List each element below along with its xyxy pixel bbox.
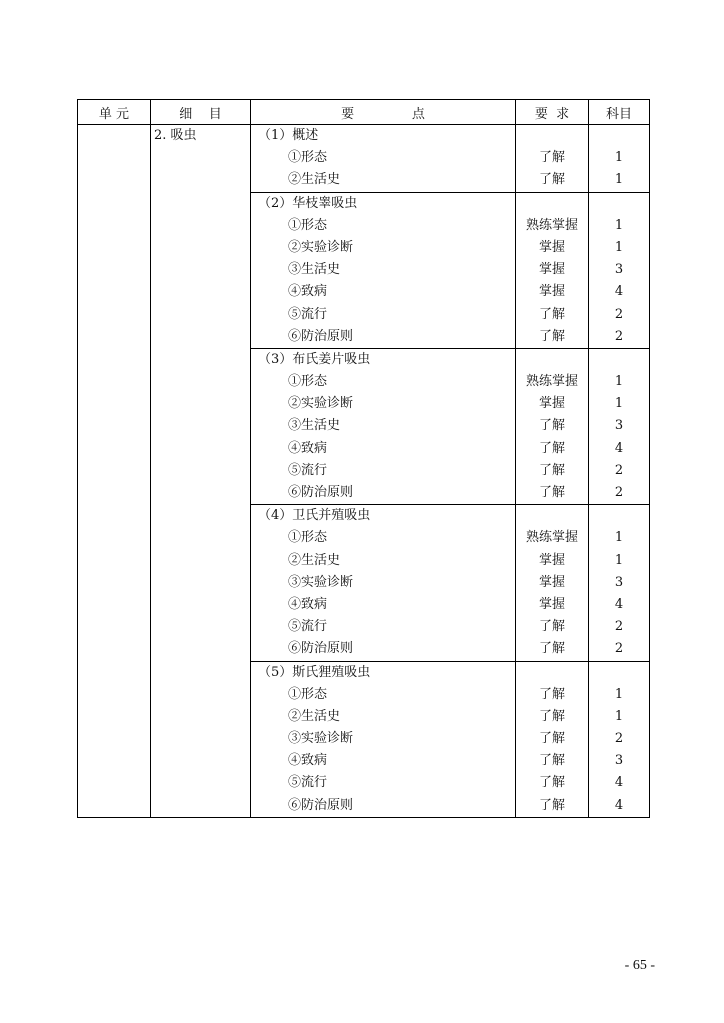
requirement-value: 熟练掌握 (525, 217, 578, 233)
subject-value: 1 (614, 239, 624, 255)
subject-spacer (589, 349, 649, 371)
point-item: ③生活史 (288, 262, 341, 278)
point-item: ③实验诊断 (288, 731, 354, 747)
subject-value: 2 (614, 306, 624, 322)
detail-label: 2. 吸虫 (154, 128, 197, 143)
requirement-value: 熟练掌握 (525, 530, 578, 546)
requirement-value: 了解 (538, 462, 565, 478)
points-cell (251, 661, 516, 817)
requirement-spacer (516, 349, 588, 371)
requirement-value: 了解 (538, 731, 565, 747)
requirement-value: 了解 (538, 172, 565, 188)
point-item: ④致病 (288, 440, 328, 456)
point-item: ⑤流行 (288, 306, 328, 322)
page-number: - 65 - (624, 958, 655, 973)
header-subject: 科目 (589, 100, 650, 125)
requirement-value: 了解 (538, 797, 565, 813)
point-item: ②生活史 (288, 172, 341, 188)
table-row (78, 125, 650, 193)
requirement-cell (516, 348, 589, 504)
header-detail: 细 目 (151, 100, 251, 125)
subject-value: 3 (614, 262, 624, 278)
requirement-value: 了解 (538, 686, 565, 702)
requirement-value: 掌握 (538, 262, 565, 278)
subject-value: 2 (614, 328, 624, 344)
requirement-value: 了解 (538, 641, 565, 657)
point-item: ②实验诊断 (288, 396, 354, 412)
requirement-value: 掌握 (538, 574, 565, 590)
requirement-value: 掌握 (538, 284, 565, 300)
subject-value: 4 (614, 596, 624, 612)
group-title: （2）华枝睾吸虫 (258, 195, 358, 211)
points-cell (251, 192, 516, 348)
requirement-value: 了解 (538, 775, 565, 791)
requirement-spacer (516, 505, 588, 527)
point-item: ①形态 (288, 217, 328, 233)
subject-value: 1 (614, 172, 624, 188)
point-item: ④致病 (288, 284, 328, 300)
requirement-spacer (516, 125, 588, 147)
requirement-value: 了解 (538, 619, 565, 635)
requirement-value: 了解 (538, 328, 565, 344)
subject-value: 1 (614, 708, 624, 724)
subject-value: 1 (614, 150, 624, 166)
requirement-cell (516, 125, 589, 193)
requirement-value: 掌握 (538, 552, 565, 568)
point-item: ⑤流行 (288, 775, 328, 791)
subject-cell (589, 125, 650, 193)
subject-value: 1 (614, 396, 624, 412)
detail-cell (151, 125, 251, 818)
subject-value: 2 (614, 731, 624, 747)
requirement-cell (516, 505, 589, 661)
subject-spacer (589, 125, 649, 147)
requirement-value: 掌握 (538, 596, 565, 612)
subject-value: 2 (614, 641, 624, 657)
table-header-row (78, 100, 650, 125)
subject-value: 4 (614, 284, 624, 300)
header-points: 要 点 (251, 100, 516, 125)
point-item: ③实验诊断 (288, 574, 354, 590)
subject-value: 2 (614, 619, 624, 635)
subject-value: 2 (614, 485, 624, 500)
group-title: （4）卫氏并殖吸虫 (258, 508, 371, 524)
subject-cell (589, 192, 650, 348)
subject-cell (589, 505, 650, 661)
point-item: ①形态 (288, 530, 328, 546)
subject-value: 2 (614, 462, 624, 478)
requirement-value: 掌握 (538, 396, 565, 412)
point-item: ①形态 (288, 150, 328, 166)
points-cell (251, 505, 516, 661)
point-item: ②实验诊断 (288, 239, 354, 255)
requirement-value: 了解 (538, 150, 565, 166)
point-item: ③生活史 (288, 418, 341, 434)
point-item: ⑥防治原则 (288, 485, 354, 500)
subject-spacer (589, 662, 649, 684)
point-item: ⑥防治原则 (288, 328, 354, 344)
point-item: ④致病 (288, 596, 328, 612)
subject-value: 4 (614, 775, 624, 791)
subject-spacer (589, 505, 649, 527)
point-item: ①形态 (288, 374, 328, 390)
subject-value: 1 (614, 530, 624, 546)
requirement-value: 了解 (538, 708, 565, 724)
subject-value: 3 (614, 418, 624, 434)
subject-value: 1 (614, 217, 624, 233)
points-cell (251, 125, 516, 193)
requirement-spacer (516, 193, 588, 215)
header-unit: 单 元 (78, 100, 151, 125)
point-item: ⑥防治原则 (288, 641, 354, 657)
requirement-value: 掌握 (538, 239, 565, 255)
subject-value: 1 (614, 374, 624, 390)
subject-value: 4 (614, 440, 624, 456)
group-title: （3）布氏姜片吸虫 (258, 351, 371, 367)
unit-cell (78, 125, 151, 818)
point-item: ①形态 (288, 686, 328, 702)
requirement-value: 了解 (538, 306, 565, 322)
requirement-cell (516, 192, 589, 348)
subject-value: 1 (614, 686, 624, 702)
points-cell (251, 348, 516, 504)
requirement-value: 了解 (538, 753, 565, 769)
point-item: ⑥防治原则 (288, 797, 354, 813)
subject-value: 4 (614, 797, 624, 813)
point-item: ⑤流行 (288, 462, 328, 478)
subject-cell (589, 661, 650, 817)
point-item: ②生活史 (288, 552, 341, 568)
subject-spacer (589, 193, 649, 215)
unit-label (78, 125, 150, 147)
requirement-value: 了解 (538, 485, 565, 500)
subject-cell (589, 348, 650, 504)
group-title: （1）概述 (258, 128, 319, 143)
subject-value: 1 (614, 552, 624, 568)
point-item: ②生活史 (288, 708, 341, 724)
requirement-cell (516, 661, 589, 817)
point-item: ④致病 (288, 753, 328, 769)
requirement-value: 了解 (538, 440, 565, 456)
subject-value: 3 (614, 574, 624, 590)
syllabus-table (77, 99, 650, 818)
requirement-value: 了解 (538, 418, 565, 434)
requirement-value: 熟练掌握 (525, 374, 578, 390)
group-title: （5）斯氏狸殖吸虫 (258, 664, 371, 680)
point-item: ⑤流行 (288, 619, 328, 635)
table-body (78, 125, 650, 818)
requirement-spacer (516, 662, 588, 684)
header-requirement: 要 求 (516, 100, 589, 125)
subject-value: 3 (614, 753, 624, 769)
